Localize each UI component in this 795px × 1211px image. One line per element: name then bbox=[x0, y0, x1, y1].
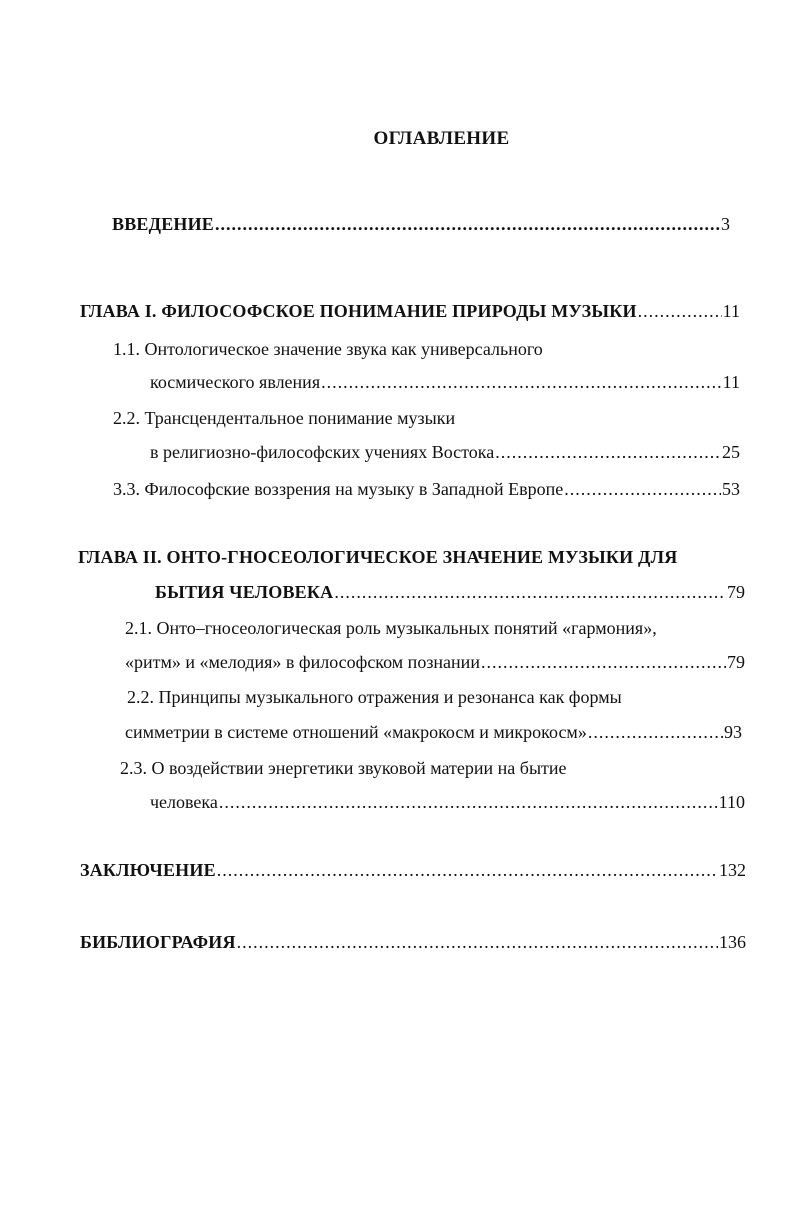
page-number: 79 bbox=[727, 582, 745, 602]
page-number: 53 bbox=[722, 479, 740, 499]
section-title: 3.3. Философские воззрения на музыку в Западной Европе bbox=[113, 479, 564, 499]
toc-section-2-3 bbox=[150, 790, 745, 814]
toc-entry-intro bbox=[112, 212, 730, 236]
leader-dots bbox=[237, 930, 718, 954]
toc-section-2-1 bbox=[125, 650, 745, 674]
page-number: 93 bbox=[724, 722, 742, 742]
leader-dots bbox=[588, 720, 723, 744]
toc-entry-label: БИБЛИОГРАФИЯ bbox=[80, 932, 236, 952]
page-number: 25 bbox=[722, 442, 740, 462]
toc-entry-label: ЗАКЛЮЧЕНИЕ bbox=[80, 860, 216, 880]
toc-entry-conclusion bbox=[80, 858, 746, 882]
toc-section-2-1-line1: 2.1. Онто–гносеологическая роль музыкальных понятий «гармония», bbox=[125, 618, 657, 638]
leader-dots bbox=[219, 790, 718, 814]
toc-section-1-1 bbox=[150, 370, 740, 394]
page-number: 11 bbox=[722, 372, 740, 392]
page-number: 11 bbox=[722, 301, 740, 321]
leader-dots bbox=[564, 477, 721, 501]
leader-dots bbox=[321, 370, 722, 394]
toc-section-2-2 bbox=[125, 720, 742, 744]
toc-section-1-2-line1: 2.2. Трансцендентальное понимание музыки bbox=[113, 408, 456, 428]
toc-section-1-3 bbox=[113, 477, 740, 501]
toc-entry-label: ВВЕДЕНИЕ bbox=[112, 214, 215, 234]
toc-chapter-2 bbox=[155, 580, 745, 604]
section-title: «ритм» и «мелодия» в философском познании bbox=[125, 652, 480, 672]
toc-entry-bibliography bbox=[80, 930, 746, 954]
toc-section-2-3-line1: 2.3. О воздействии энергетики звуковой материи на бытие bbox=[120, 758, 567, 778]
chapter-title: ГЛАВА I. ФИЛОСОФСКОЕ ПОНИМАНИЕ ПРИРОДЫ МУЗЫКИ bbox=[80, 301, 637, 321]
leader-dots bbox=[481, 650, 726, 674]
page-number: 79 bbox=[727, 652, 745, 672]
toc-section-1-1-line1: 1.1. Онтологическое значение звука как универсального bbox=[113, 339, 543, 359]
page-number: 132 bbox=[719, 860, 746, 880]
leader-dots bbox=[495, 440, 721, 464]
section-title: в религиозно-философских учениях Востока bbox=[150, 442, 495, 462]
toc-section-1-2 bbox=[150, 440, 740, 464]
toc-section-2-2-line1: 2.2. Принципы музыкального отражения и резонанса как формы bbox=[127, 687, 622, 707]
page-title: ОГЛАВЛЕНИЕ bbox=[373, 128, 510, 149]
chapter-title: БЫТИЯ ЧЕЛОВЕКА bbox=[155, 582, 334, 602]
page-number: 136 bbox=[719, 932, 746, 952]
leader-dots bbox=[638, 299, 722, 323]
leader-dots bbox=[215, 212, 720, 236]
chapter-2-title-line1: ГЛАВА II. ОНТО-ГНОСЕОЛОГИЧЕСКОЕ ЗНАЧЕНИЕ МУЗЫКИ ДЛЯ bbox=[78, 547, 678, 567]
page-number: 3 bbox=[721, 214, 730, 234]
section-title: человека bbox=[150, 792, 218, 812]
leader-dots bbox=[334, 580, 726, 604]
section-title: космического явления bbox=[150, 372, 321, 392]
page-number: 110 bbox=[718, 792, 745, 812]
section-title: симметрии в системе отношений «макрокосм и микрокосм» bbox=[125, 722, 587, 742]
leader-dots bbox=[217, 858, 718, 882]
toc-chapter-1 bbox=[80, 299, 740, 323]
